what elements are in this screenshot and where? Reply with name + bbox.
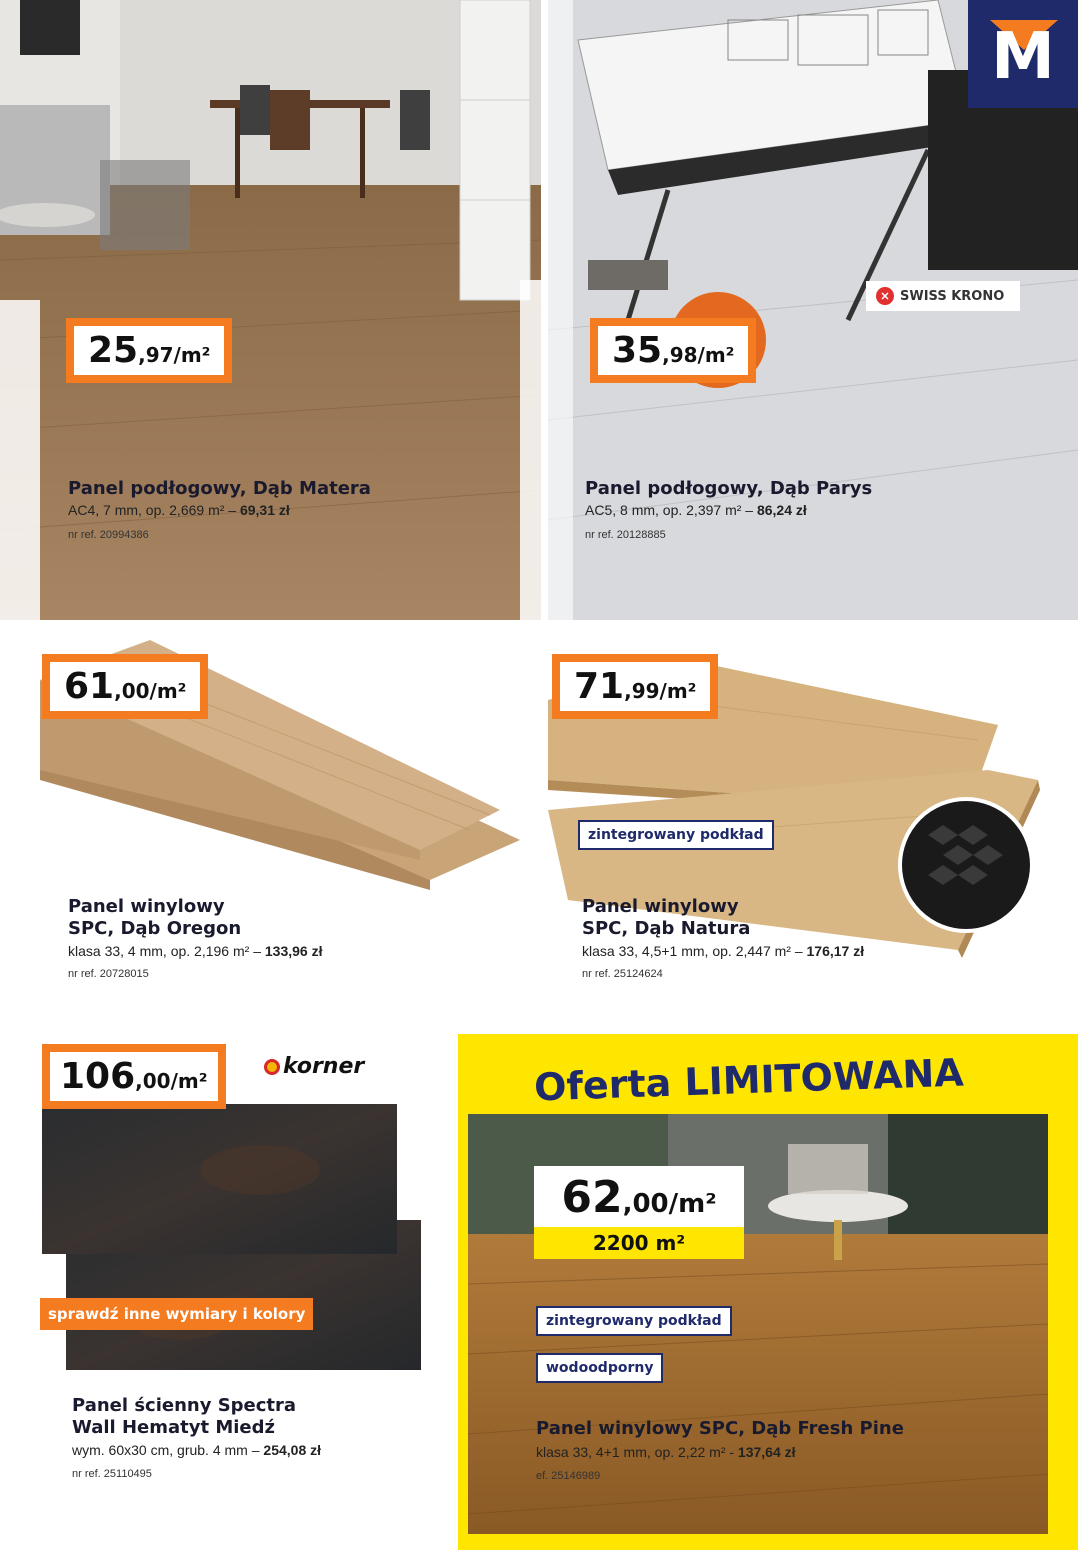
swiss-krono-logo-icon: ✕ — [876, 287, 894, 305]
price-tag-fresh-pine: 62,00/m² 2200 m² — [534, 1166, 744, 1259]
product-card-spectra[interactable] — [0, 1030, 455, 1500]
product-spec: AC5, 8 mm, op. 2,397 m² – 86,24 zł — [585, 502, 807, 518]
product-ref: nr ref. 25124624 — [582, 968, 663, 980]
product-spec: klasa 33, 4 mm, op. 2,196 m² – 133,96 zł — [68, 943, 323, 959]
limited-offer-card[interactable] — [458, 1034, 1078, 1550]
feature-tag-underlay: zintegrowany podkład — [536, 1306, 732, 1336]
product-ref: nr ref. 20128885 — [585, 529, 666, 541]
product-spec: klasa 33, 4,5+1 mm, op. 2,447 m² – 176,17 zł — [582, 943, 865, 959]
offer-headline: Oferta LIMITOWANA — [533, 1050, 965, 1110]
product-spec: wym. 60x30 cm, grub. 4 mm – 254,08 zł — [72, 1442, 322, 1458]
price-tag-spectra: 106,00/m² — [42, 1044, 226, 1109]
product-ref: nr ref. 25110495 — [72, 1468, 152, 1480]
product-spec: AC4, 7 mm, op. 2,669 m² – 69,31 zł — [68, 502, 290, 518]
price-tag-oregon: 61,00/m² — [42, 654, 208, 719]
price-tag-natura: 71,99/m² — [552, 654, 718, 719]
room-photo-matera — [0, 0, 541, 620]
product-card-natura[interactable] — [548, 640, 1078, 1000]
product-card-matera[interactable] — [0, 0, 541, 620]
more-sizes-banner[interactable]: sprawdź inne wymiary i kolory — [40, 1298, 313, 1330]
product-ref: nr ref. 20728015 — [68, 968, 149, 980]
brand-badge-swiss-krono: ✕ SWISS KRONO — [866, 281, 1020, 311]
product-spec: klasa 33, 4+1 mm, op. 2,22 m² - 137,64 zł — [536, 1444, 796, 1460]
feature-tag-underlay: zintegrowany podkład — [578, 820, 774, 850]
product-title: Panel ścienny Spectra Wall Hematyt Miedź — [72, 1395, 297, 1438]
product-ref: nr ref. 20994386 — [68, 529, 149, 541]
product-card-oregon[interactable] — [0, 640, 540, 1000]
available-quantity: 2200 m² — [534, 1227, 744, 1259]
korner-swoosh-icon — [264, 1059, 280, 1075]
product-title: Panel podłogowy, Dąb Parys — [585, 478, 873, 499]
feature-tag-waterproof: wodoodporny — [536, 1353, 663, 1383]
product-title: Panel winylowy SPC, Dąb Oregon — [68, 896, 242, 939]
price-tag-matera: 25,97/m² — [66, 318, 232, 383]
product-title: Panel winylowy SPC, Dąb Natura — [582, 896, 751, 939]
brand-logo-korner: korner — [264, 1054, 364, 1079]
product-title: Panel winylowy SPC, Dąb Fresh Pine — [536, 1418, 904, 1439]
product-ref: ef. 25146989 — [536, 1470, 601, 1482]
product-title: Panel podłogowy, Dąb Matera — [68, 478, 371, 499]
store-logo[interactable]: M — [968, 0, 1078, 108]
price-tag-parys: 35,98/m² — [590, 318, 756, 383]
